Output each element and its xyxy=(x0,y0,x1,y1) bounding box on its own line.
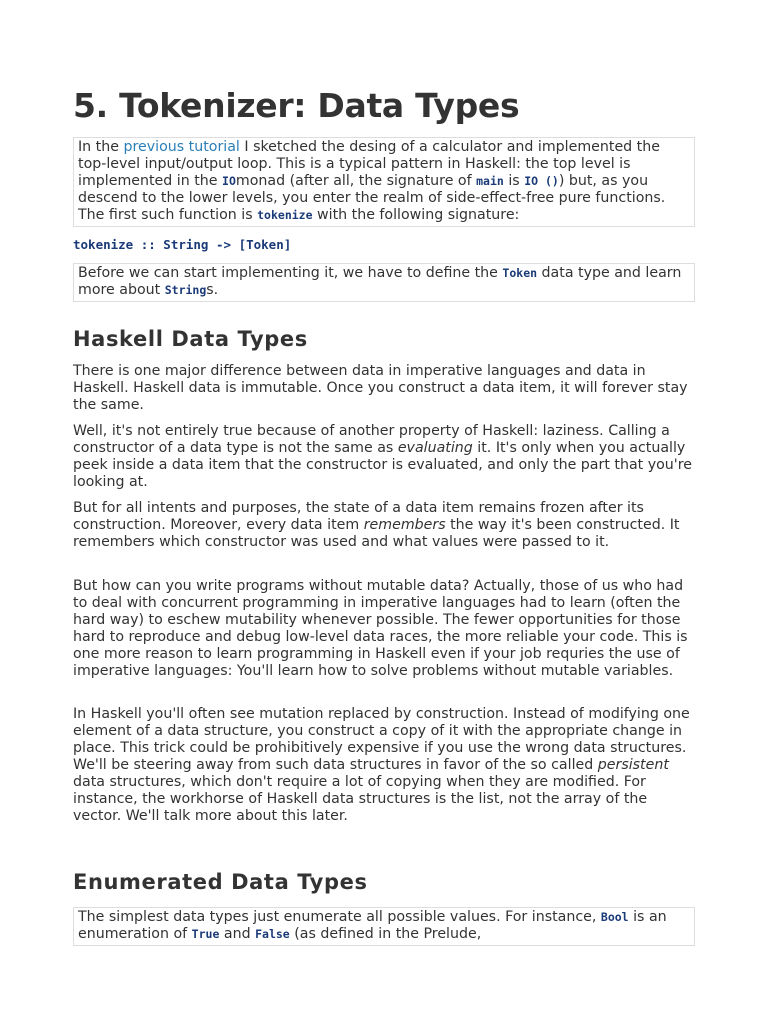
paragraph: But how can you write programs without mutable data? Actually, those of us who had to deal with concurrent programming in imperative languages had to learn (often the hard way) to eschew mutability whenever possible. The fewer opportunities for those hard to reproduce and debug low-level data races, the more reliable your code. This is one more reason to learn programming in Haskell even if your job requries the use of imperative languages: You'll learn how to solve problems without mutable variables. xyxy=(73,578,688,679)
previous-tutorial-link[interactable]: previous tutorial xyxy=(123,139,240,155)
paragraph: But for all intents and purposes, the state of a data item remains frozen after its construction. Moreover, every data item remembers the way it's been constructed. It remembers which constructor was used and what values were passed to it. xyxy=(73,500,680,550)
paragraph: In Haskell you'll often see mutation replaced by construction. Instead of modifying one element of a data structure, you construct a copy of it with the appropriate change in place. This trick could be prohibitively expensive if you use the wrong data structures. We'll be steering away from such data structures in favor of the so called persistent data structures, which don't require a lot of copying when they are modified. For instance, the workhorse of Haskell data structures is the list, not the array of the vector. We'll talk more about this later. xyxy=(73,706,690,824)
code-io-unit: IO () xyxy=(524,174,559,188)
intro-paragraph: In the previous tutorial I sketched the desing of a calculator and implemented the top-level input/output loop. This is a typical pattern in Haskell: the top level is implemented in the IOmonad (after all, the signature of main is IO ()) but, as you descend to the lower levels, you enter the realm of side-effect-free pure functions. The first such function is tokenize with the following signature: xyxy=(73,137,695,227)
code-main: main xyxy=(476,174,504,188)
page-title: 5. Tokenizer: Data Types xyxy=(73,86,520,125)
code-bool: Bool xyxy=(600,910,629,924)
paragraph: There is one major difference between data in imperative languages and data in Haskell. Haskell data is immutable. Once you construct a data item, it will forever stay the same. xyxy=(73,363,688,413)
code-token: Token xyxy=(502,266,538,280)
section-heading-enumerated-data-types: Enumerated Data Types xyxy=(73,870,368,894)
code-io: IO xyxy=(222,174,236,188)
paragraph: Well, it's not entirely true because of another property of Haskell: laziness. Calling a constructor of a data type is not the same as evaluating it. It's only when you actually peek inside a data item that the constructor is evaluated, and only the part that you're looking at. xyxy=(73,423,692,490)
section-heading-haskell-data-types: Haskell Data Types xyxy=(73,327,308,351)
code-tokenize: tokenize xyxy=(257,208,313,222)
code-string: String xyxy=(164,283,207,297)
code-true: True xyxy=(191,927,220,941)
type-signature: tokenize :: String -> [Token] xyxy=(73,237,292,252)
enumerated-paragraph: The simplest data types just enumerate all possible values. For instance, Bool is an enumeration of True and False (as defined in the Prelude, xyxy=(73,907,695,946)
before-paragraph: Before we can start implementing it, we have to define the Token data type and learn more about Strings. xyxy=(73,263,695,302)
code-false: False xyxy=(255,927,290,941)
